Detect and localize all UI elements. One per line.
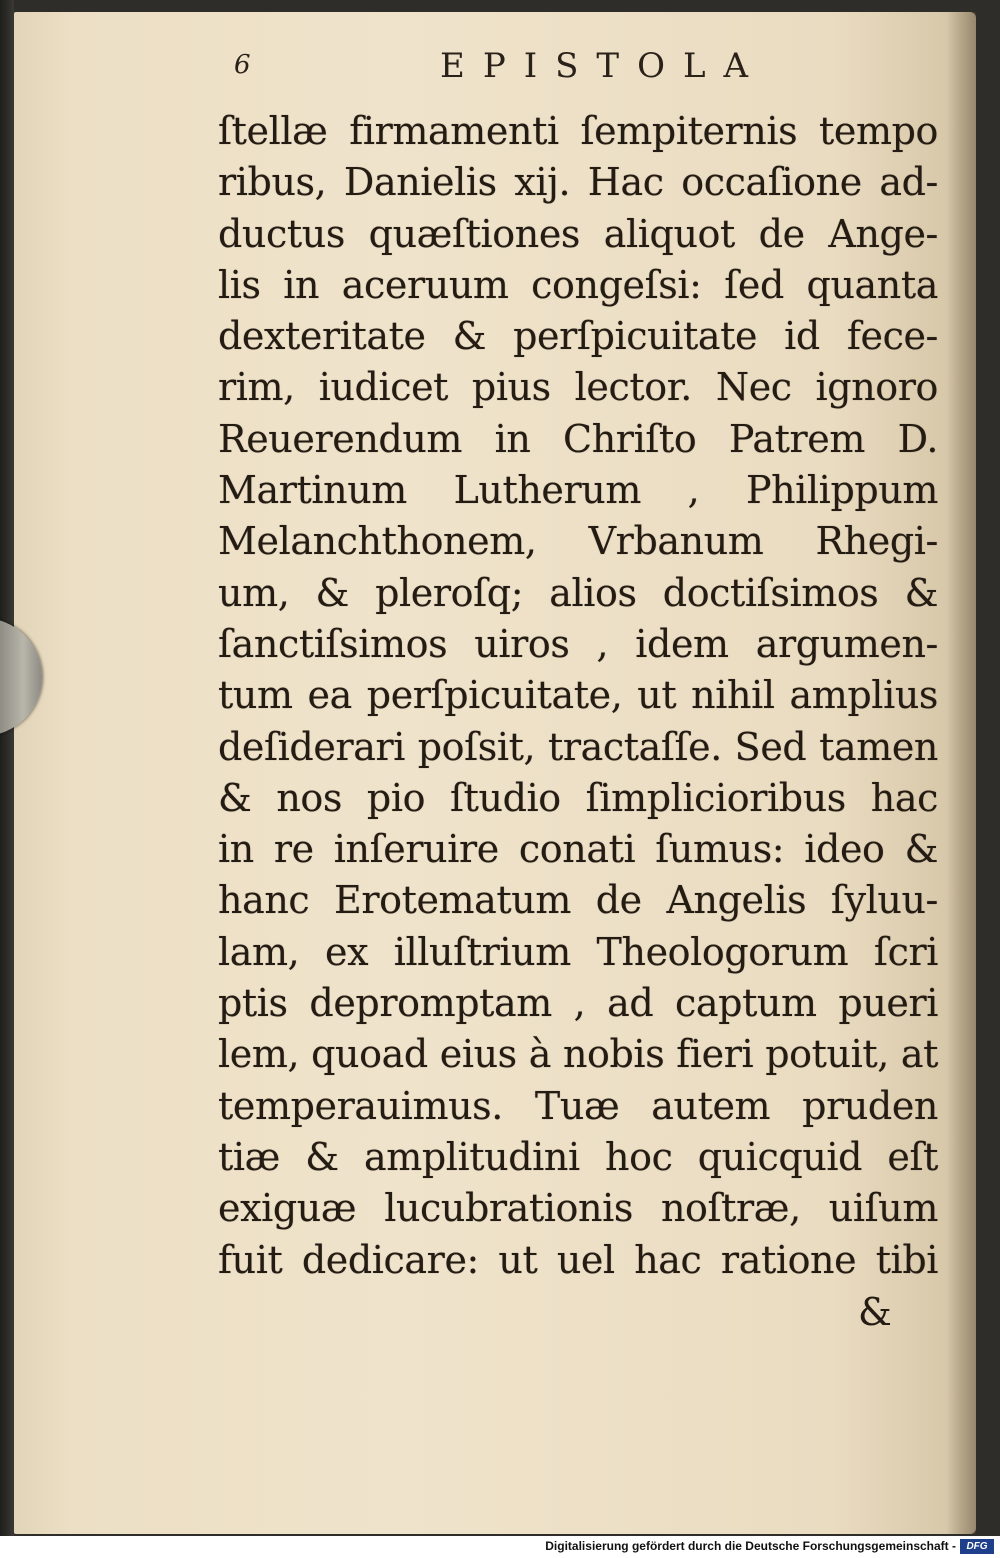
- catchword: &: [858, 1290, 892, 1334]
- text-line: temperauimus. Tuæ autem pruden: [218, 1083, 938, 1128]
- text-line: ptis depromptam , ad captum pueri: [218, 981, 938, 1026]
- text-line: um, & pleroſq; alios doctiſsimos &: [218, 570, 938, 615]
- book-spine-edge: [0, 0, 14, 1536]
- text-line: in re inſeruire conati ſumus: ideo &: [218, 827, 938, 872]
- funding-credit: Digitalisierung gefördert durch die Deutsche Forschungsgemeinschaft -: [545, 1539, 956, 1553]
- text-line: rim, iudicet pius lector. Nec ignoro: [218, 365, 938, 410]
- digitization-footer: [0, 1536, 1000, 1558]
- running-title: EPISTOLA: [440, 46, 767, 86]
- page-header: [220, 44, 767, 94]
- text-line: hanc Erotematum de Angelis ſyluu-: [218, 878, 938, 923]
- text-line: ductus quæſtiones aliquot de Ange-: [218, 211, 938, 256]
- text-line: ſanctiſsimos uiros , idem argumen-: [218, 621, 938, 666]
- text-line: lis in aceruum congeſsi: ſed quanta: [218, 262, 938, 307]
- text-line: ſtellæ firmamenti ſempiternis tempo: [218, 109, 938, 153]
- page-edge-shadow: [946, 12, 976, 1534]
- dfg-logo: DFG: [960, 1539, 994, 1554]
- text-line: exiguæ lucubrationis noſtræ, uiſum: [218, 1186, 938, 1231]
- text-line: lam, ex illuſtrium Theologorum ſcri: [218, 929, 938, 974]
- text-line: lem, quoad eius à nobis fieri potuit, at: [218, 1032, 938, 1077]
- text-line: tiæ & amplitudini hoc quicquid eſt: [218, 1134, 938, 1179]
- text-line: & nos pio ſtudio ſimplicioribus hac: [218, 775, 938, 820]
- page-number: 6: [234, 50, 251, 80]
- text-line: ribus, Danielis xij. Hac occaſione ad-: [218, 160, 938, 205]
- text-line: dexteritate & perſpicuitate id fece-: [218, 314, 938, 359]
- text-line: Martinum Lutherum , Philippum: [218, 468, 938, 513]
- text-line: tum ea perſpicuitate, ut nihil amplius: [218, 673, 938, 718]
- text-line: Melanchthonem, Vrbanum Rhegi-: [218, 519, 938, 564]
- text-line: fuit dedicare: ut uel hac ratione tibi: [218, 1237, 938, 1282]
- text-line: deſiderari poſsit, tractaſſe. Sed tamen: [218, 724, 938, 769]
- text-line: Reuerendum in Chriſto Patrem D.: [218, 416, 938, 461]
- body-text: [218, 106, 938, 1286]
